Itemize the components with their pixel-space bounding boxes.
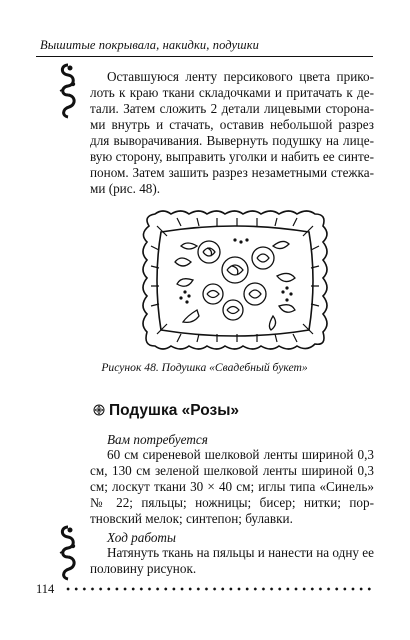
section-title: Подушка «Розы» — [109, 402, 240, 419]
header-rule — [36, 56, 373, 57]
embroidered-pillow-illustration — [137, 206, 333, 354]
work-paragraph: Натянуть ткань на пяльцы и нанести на одну ее половину рисунок. — [90, 545, 375, 576]
flower-bullet-icon — [93, 403, 105, 421]
figure-caption: Рисунок 48. Подушка «Свадебный букет» — [101, 361, 308, 374]
page-number: 114 — [36, 582, 55, 596]
scroll-ornament-icon-bottom — [56, 524, 80, 582]
scroll-ornament-icon — [56, 62, 80, 120]
work-subhead: Ход работы — [107, 530, 176, 545]
needs-paragraph: 60 см сиреневой шелковой ленты шириной 0,3 см, 130 см зеленой шелковой ленты шириной 0,3 см; лоскут ткани 30 × 40 см; иглы типа «Синель» № 22; пяльцы; ножницы; бисер; нитки; портновский мелок; синтепон; булавки. — [90, 447, 374, 526]
footer-dotted-rule — [64, 583, 374, 595]
running-head: Вышитые покрывала, накидки, подушки — [40, 38, 260, 52]
needs-subhead: Вам потребуется — [107, 432, 208, 447]
intro-paragraph: Оставшуюся ленту персикового цвета приколоть к краю ткани складочками и притачать к детали. Затем сложить 2 детали лицевыми сторонами внутрь и стачать, оставив небольшой разрез для выворачивания. Вывернуть подушку на лицевую сторону, выправить уголки и набить ее синтепоном. Затем зашить разрез незаметными стежками (рис. 48). — [90, 69, 374, 196]
